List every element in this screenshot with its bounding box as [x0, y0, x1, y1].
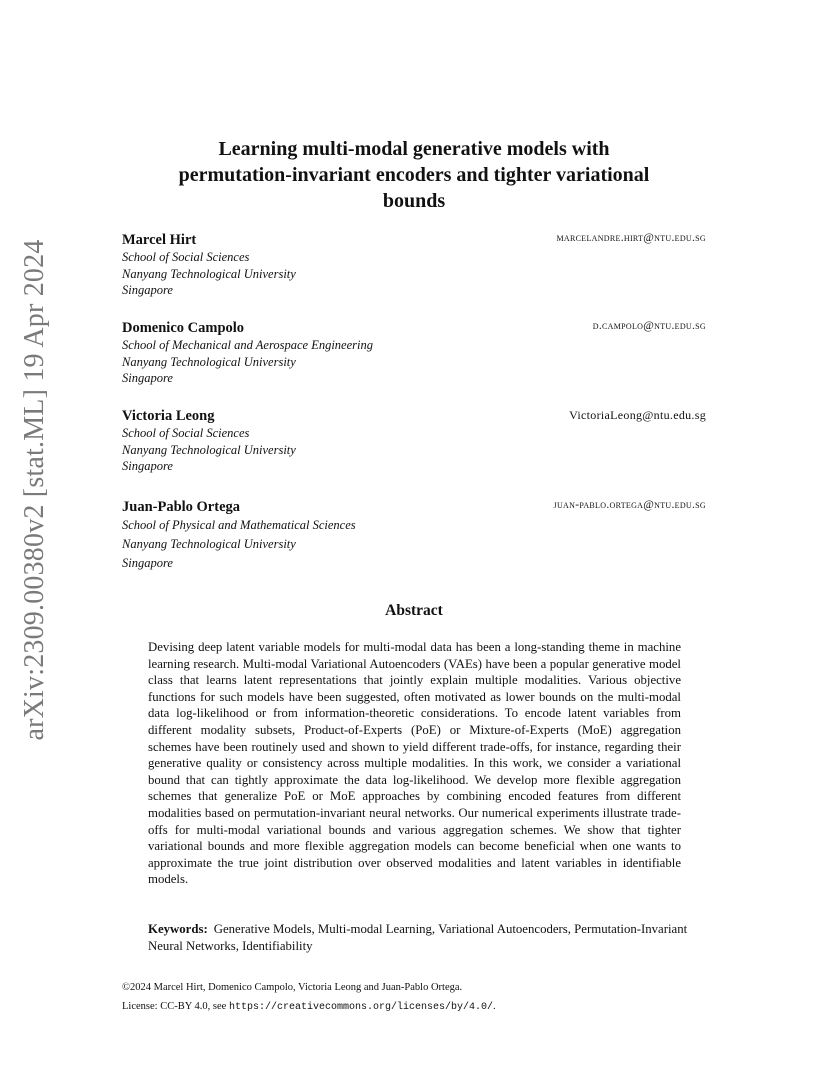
paper-title: [122, 136, 706, 214]
license-link[interactable]: https://creativecommons.org/licenses/by/4.0/: [228, 1002, 493, 1013]
affiliation-line: School of Social Sciences: [122, 426, 250, 440]
copyright-notice: ©2024 Marcel Hirt, Domenico Campolo, Victoria Leong and Juan-Pablo Ortega.: [122, 982, 463, 993]
author-name: Juan-Pablo Ortega: [122, 499, 241, 515]
affiliation-line: Nanyang Technological University: [122, 537, 296, 551]
author-name: Marcel Hirt: [122, 232, 197, 248]
author-email[interactable]: juan-pablo.ortega@ntu.edu.sg: [553, 499, 706, 511]
author-name: Domenico Campolo: [122, 320, 245, 336]
affiliation-line: Singapore: [122, 556, 173, 570]
author-name: Victoria Leong: [122, 408, 215, 424]
title-line: bounds: [382, 190, 446, 212]
keywords-label: Keywords:: [148, 922, 208, 936]
title-line: permutation-invariant encoders and tighter variational: [178, 164, 650, 186]
author-block: [122, 231, 706, 299]
affiliation-line: Singapore: [122, 459, 173, 473]
license-suffix: .: [492, 1001, 496, 1012]
abstract-body: Devising deep latent variable models for multi-modal data has been a long-standing theme in machine learning research. Multi-modal Variational Autoencoders (VAEs) have been a popular generative model class that learns latent representations that jointly explain multiple modalities. Various objective functions for such models have been suggested, often motivated as lower bounds on the multi-modal data log-likelihood or from information-theoretic considerations. To encode latent variables from different modality subsets, Product-of-Experts (PoE) or Mixture-of-Experts (MoE) aggregation schemes have been routinely used and shown to yield different trade-offs, for instance, regarding their generative quality or consistency across multiple modalities. In this work, we consider a variational bound that can tightly approximate the data log-likelihood. We develop more flexible aggregation schemes that generalize PoE or MoE approaches by combining encoded features from different modalities based on permutation-invariant neural networks. Our numerical experiments illustrate trade-offs for multi-modal variational bounds and various aggregation schemes. We show that tighter variational bounds and more flexible aggregation models can become beneficial when one wants to approximate the true joint distribution over observed modalities and latent variables in identifiable models.: [148, 640, 681, 887]
author-block: [122, 498, 706, 573]
affiliation-line: Nanyang Technological University: [122, 266, 296, 281]
affiliation-line: School of Mechanical and Aerospace Engineering: [122, 338, 373, 352]
affiliation-line: School of Social Sciences: [122, 250, 250, 264]
arxiv-side-identifier: [10, 239, 60, 741]
author-block: [122, 407, 706, 475]
affiliation-line: Nanyang Technological University: [122, 442, 296, 457]
keywords-list: Generative Models, Multi-modal Learning, Variational Autoencoders, Permutation-Invariant Neural Networks, Identifiability: [148, 922, 688, 953]
license-notice: [122, 1001, 496, 1013]
affiliation-line: School of Physical and Mathematical Sciences: [122, 518, 356, 532]
keywords: [148, 921, 716, 954]
license-prefix: License: CC-BY 4.0, see: [122, 1001, 227, 1012]
author-email[interactable]: d.campolo@ntu.edu.sg: [592, 320, 706, 332]
author-block: [122, 319, 706, 387]
author-email[interactable]: marcelandre.hirt@ntu.edu.sg: [556, 232, 706, 244]
author-email[interactable]: VictoriaLeong@ntu.edu.sg: [569, 408, 706, 422]
title-line: Learning multi-modal generative models with: [218, 138, 610, 160]
affiliation-line: Nanyang Technological University: [122, 354, 296, 369]
arxiv-id-text: arXiv:2309.00380v2 [stat.ML] 19 Apr 2024: [19, 239, 50, 741]
affiliation-line: Singapore: [122, 283, 173, 297]
abstract-heading: Abstract: [385, 602, 443, 619]
affiliation-line: Singapore: [122, 371, 173, 385]
